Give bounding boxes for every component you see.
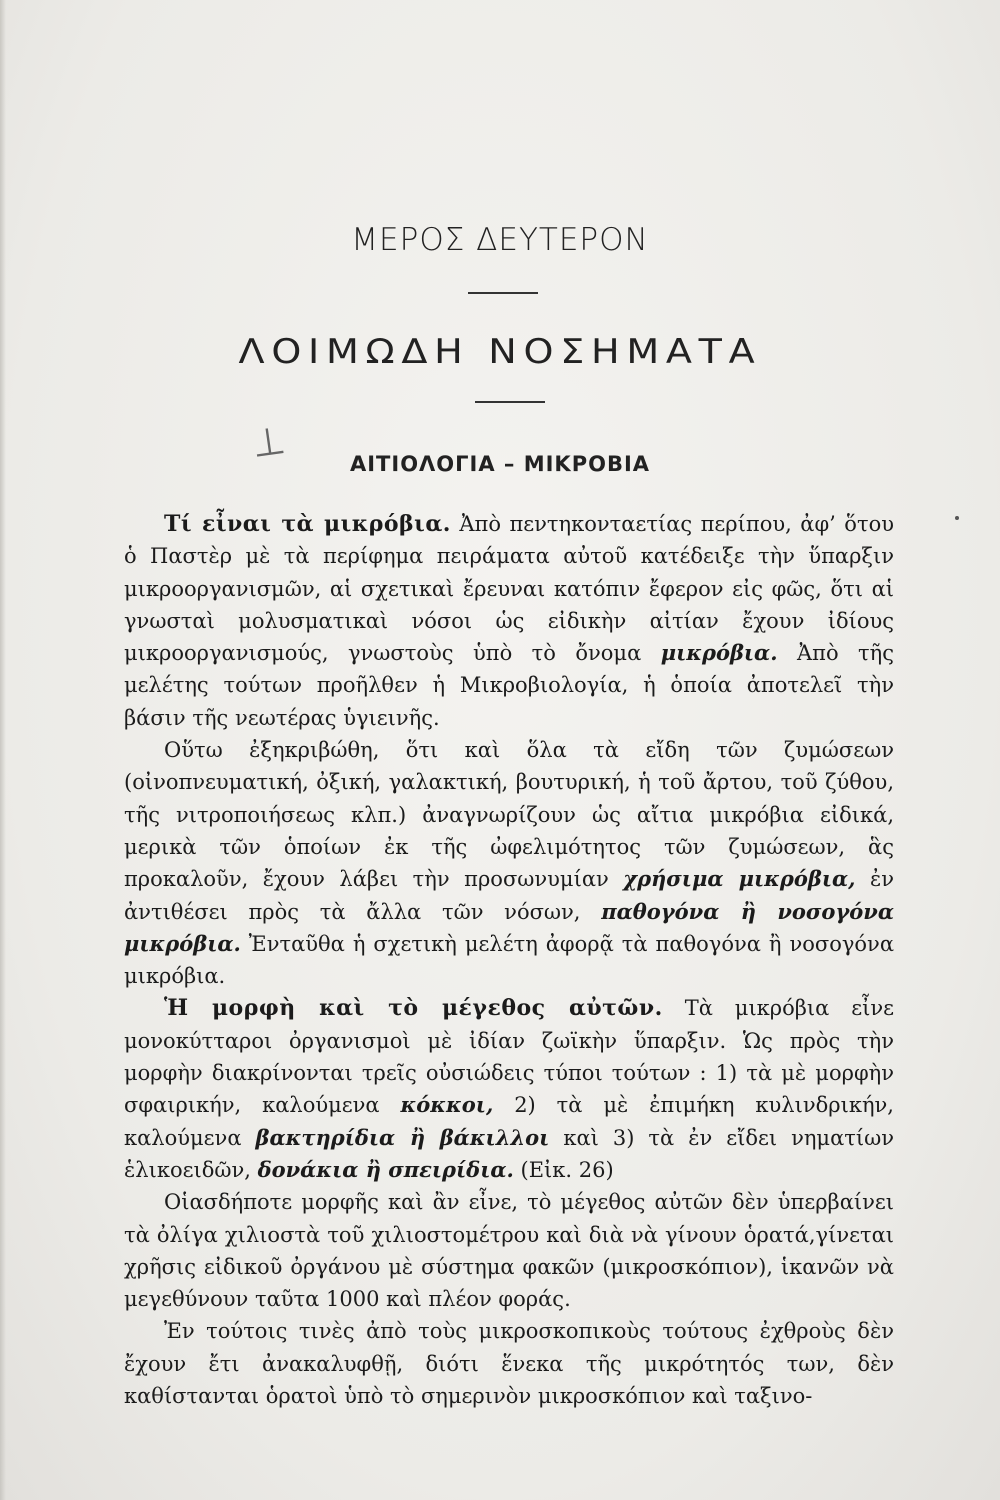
part-heading: ΜΕΡΟΣ ΔΕΥΤΕΡΟΝ: [351, 222, 649, 258]
paragraph-lead: Τί εἶναι τὰ μικρόβια.: [164, 511, 451, 537]
chapter-title: ΛΟΙΜΩΔΗ ΝΟΣΗΜΑΤΑ: [238, 332, 762, 372]
paragraph-1: [124, 508, 894, 734]
emphasis: δονάκια ἢ σπειρίδια.: [257, 1156, 514, 1182]
emphasis: βακτηρίδια ἢ βάκιλλοι: [255, 1124, 550, 1150]
rule-upper: [468, 292, 538, 294]
body-text: [124, 508, 894, 1412]
emphasis: παθογόνα ἢ νοσογόνα μικρόβια.: [124, 898, 894, 956]
text-run: καὶ 3) τὰ ἐν εἴδει νηματίων ἑλικοειδῶν,: [124, 1125, 894, 1182]
text-run: ἐν ἀντιθέσει πρὸς τὰ ἄλλα τῶν νόσων,: [124, 867, 894, 924]
paragraph-4: Οἱασδήποτε μορφῆς καὶ ἂν εἶνε, τὸ μέγεθος αὐτῶν δὲν ὑπερβαίνει τὰ ὀλίγα χιλιοστὰ τοῦ χιλιοστομέτρου καὶ διὰ νὰ γίνουν ὁρατά,γίνεται χρῆσις εἰδικοῦ ὀργάνου μὲ σύστημα φακῶν (μικροσκόπιον), ἱκανῶν νὰ μεγεθύνουν ταῦτα 1000 καὶ πλέον φοράς.: [124, 1190, 894, 1312]
emphasis: κόκκοι,: [400, 1092, 494, 1118]
paragraph-5: Ἐν τούτοις τινὲς ἀπὸ τοὺς μικροσκοπικοὺς τούτους ἐχθροὺς δὲν ἔχουν ἔτι ἀνακαλυφθῇ, διότι ἕνεκα τῆς μικρότητός των, δὲν καθίστανται ὁρατοὶ ὑπὸ τὸ σημερινὸν μικροσκόπιον καὶ ταξινο-: [124, 1319, 894, 1409]
text-run: (Εἰκ. 26): [513, 1157, 614, 1182]
pencil-mark: ⊥: [249, 417, 289, 467]
paragraph-2: [124, 734, 894, 992]
emphasis: χρήσιμα μικρόβια,: [623, 866, 856, 892]
speck: [955, 516, 959, 520]
paragraph-3: [124, 992, 894, 1186]
emphasis: μικρόβια.: [660, 640, 778, 666]
text-run: Τὰ μικρόβια εἶνε μονοκύτταροι ὀργανισμοὶ μὲ ἰδίαν ζωϊκὴν ὕπαρξιν. Ὡς πρὸς τὴν μορφὴν διακρίνονται τρεῖς οὐσιώδεις τύποι τούτων : 1) τὰ μὲ μορφὴν σφαιρικήν, καλούμενα: [124, 996, 894, 1118]
text-run: 2) τὰ μὲ ἐπιμήκη κυλινδρικήν, καλούμενα: [124, 1093, 894, 1150]
rule-lower: [475, 401, 545, 403]
text-run: Ἀπὸ τῆς μελέτης τούτων προῆλθεν ἡ Μικροβιολογία, ἡ ὁποία ἀποτελεῖ τὴν βάσιν τῆς νεωτέρας ὑγιεινῆς.: [124, 641, 894, 730]
text-run: Ἐνταῦθα ἡ σχετικὴ μελέτη ἀφορᾷ τὰ παθογόνα ἢ νοσογόνα μικρόβια.: [124, 931, 894, 989]
text-run: Ἀπὸ πεντηκονταετίας περίπου, ἀφ’ ὅτου ὁ Παστὲρ μὲ τὰ περίφημα πειράματα αὐτοῦ κατέδειξε τὴν ὕπαρξιν μικροοργανισμῶν, αἱ σχετικαὶ ἔρευναι κατόπιν ἔφερον εἰς φῶς, ὅτι αἱ γνωσταὶ μολυσματικαὶ νόσοι ὡς εἰδικὴν αἰτίαν ἔχουν ἰδίους μικροοργανισμούς, γνωστοὺς ὑπὸ τὸ ὄνομα: [124, 512, 894, 666]
paragraph-lead: Ἡ μορφὴ καὶ τὸ μέγεθος αὐτῶν.: [164, 995, 663, 1022]
text-run: Οὕτω ἐξηκριβώθη, ὅτι καὶ ὅλα τὰ εἴδη τῶν ζυμώσεων (οἰνοπνευματική, ὀξική, γαλακτική, βουτυρική, ἡ τοῦ ἄρτου, τοῦ ζύθου, τῆς νιτροποιήσεως κλπ.) ἀναγνωρίζουν ὡς αἴτια μικρόβια εἰδικά, μερικὰ τῶν ὁποίων ἐκ τῆς ὠφελιμότητος τῶν ζυμώσεων, ἃς προκαλοῦν, ἔχουν λάβει τὴν προσωνυμίαν: [124, 738, 894, 892]
section-heading: ΑΙΤΙΟΛΟΓΙΑ – ΜΙΚΡΟΒΙΑ: [349, 452, 651, 476]
